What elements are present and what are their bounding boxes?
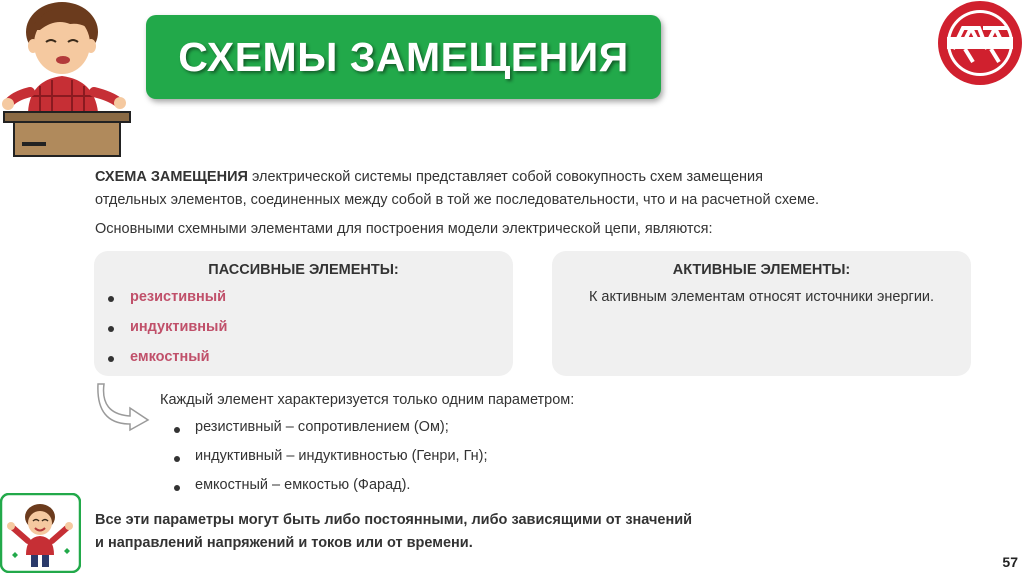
active-text: К активным элементам относят источники энергии. [588, 289, 935, 305]
intro-text: Основными схемными элементами для построения модели электрической цепи, являются: [95, 221, 713, 237]
conclusion [95, 509, 692, 555]
bullet-icon [108, 356, 114, 362]
bullet-icon [108, 296, 114, 302]
title-banner [146, 15, 661, 99]
bullet-icon [174, 485, 180, 491]
conclusion-line1: Все эти параметры могут быть либо постоянными, либо зависящими от значений [95, 512, 693, 528]
conclusion-line2: и направлений напряжений и токов или от времени. [95, 535, 473, 551]
definition-line1: электрической системы представляет собой совокупность схем замещения [247, 169, 763, 185]
teacher-illustration [0, 0, 140, 158]
parameter-item: емкостный – емкостью (Фарад). [195, 477, 411, 493]
bullet-icon [174, 427, 180, 433]
passive-item: индуктивный [130, 319, 228, 335]
active-elements-card [552, 251, 971, 376]
parameter-note: Каждый элемент характеризуется только одним параметром: [160, 392, 575, 408]
parameter-item: индуктивный – индуктивностью (Генри, Гн); [195, 448, 488, 464]
definition-term: СХЕМА ЗАМЕЩЕНИЯ [95, 169, 248, 185]
active-heading: АКТИВНЫЕ ЭЛЕМЕНТЫ: [672, 262, 851, 278]
curved-arrow-icon [96, 380, 158, 432]
definition-paragraph [95, 166, 819, 212]
passive-item: емкостный [130, 349, 210, 365]
bullet-icon [108, 326, 114, 332]
brand-logo [937, 0, 1023, 86]
parameter-item: резистивный – сопротивлением (Ом); [195, 419, 449, 435]
passive-heading: ПАССИВНЫЕ ЭЛЕМЕНТЫ: [208, 262, 399, 278]
passive-item: резистивный [130, 289, 227, 305]
page-title: СХЕМЫ ЗАМЕЩЕНИЯ [178, 33, 629, 80]
bullet-icon [174, 456, 180, 462]
student-illustration [0, 493, 81, 573]
definition-line2: отдельных элементов, соединенных между собой в той же последовательности, что и на расчетной схеме. [95, 192, 820, 208]
page-number: 57 [1002, 554, 1018, 570]
